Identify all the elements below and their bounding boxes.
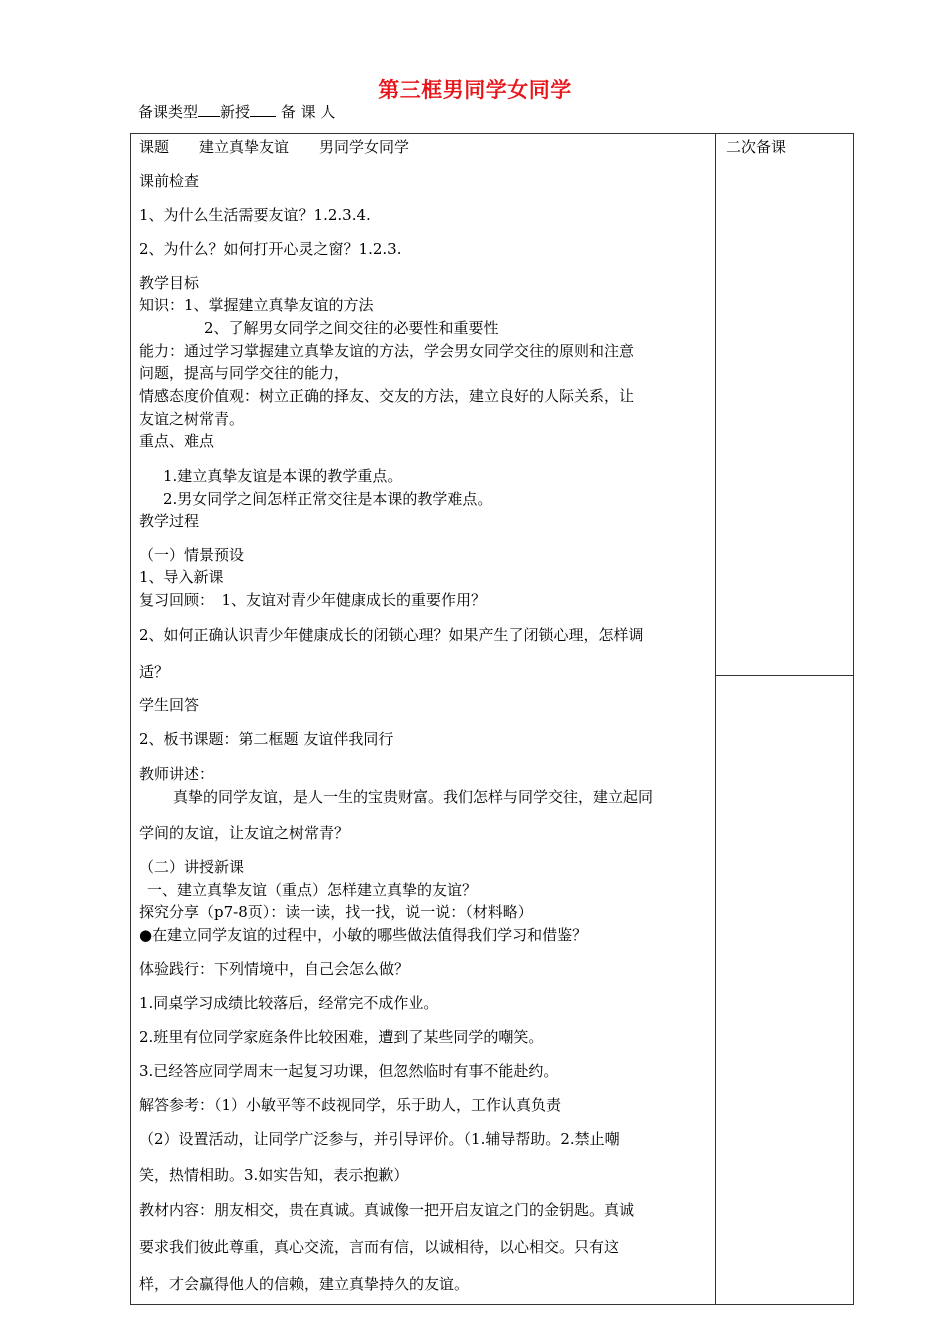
- blank-underline: [250, 102, 276, 117]
- second-prep-header: 二次备课: [726, 138, 787, 156]
- text-line: 1.同桌学习成绩比较落后，经常完不成作业。: [139, 994, 439, 1012]
- text-line: ●在建立同学友谊的过程中，小敏的哪些做法值得我们学习和借鉴？: [139, 926, 588, 944]
- text-line: 解答参考：（1）小敏平等不歧视同学，乐于助人，工作认真负责: [139, 1096, 562, 1114]
- text-line: 教材内容：朋友相交，贵在真诚。真诚像一把开启友谊之门的金钥匙。真诚: [139, 1201, 635, 1219]
- text-line: 笑，热情相助。3.如实告知，表示抱歉）: [139, 1166, 409, 1184]
- text-line: 2、如何正确认识青少年健康成长的闭锁心理？如果产生了闭锁心理，怎样调: [139, 626, 644, 644]
- text-line: 学间的友谊，让友谊之树常青？: [139, 824, 350, 842]
- text-line: 2、了解男女同学之间交往的必要性和重要性: [159, 319, 499, 337]
- lesson-meta: [138, 101, 335, 122]
- page-title: 第三框男同学女同学: [378, 78, 572, 102]
- lesson-type-label: 备课类型: [138, 103, 199, 121]
- text-line: 能力：通过学习掌握建立真挚友谊的方法，学会男女同学交往的原则和注意: [139, 342, 635, 360]
- text-line: 问题，提高与同学交往的能力，: [139, 364, 350, 382]
- text-line: 2.男女同学之间怎样正常交往是本课的教学难点。: [163, 490, 493, 508]
- lesson-type-value: 新授: [220, 103, 251, 121]
- side-row-divider: [715, 675, 854, 676]
- text-line: 探究分享（p7-8页）：读一读，找一找，说一说：（材料略）: [139, 903, 533, 921]
- text-line: （2）设置活动，让同学广泛参与，并引导评价。（1.辅导帮助。2.禁止嘲: [139, 1130, 620, 1148]
- blank-underline: [198, 102, 220, 117]
- text-line: 学生回答: [139, 696, 200, 714]
- text-line: 3.已经答应同学周末一起复习功课，但忽然临时有事不能赴约。: [139, 1062, 559, 1080]
- lesson-topic: 课题 建立真挚友谊 男同学女同学: [139, 138, 410, 156]
- text-line: 2、板书课题：第二框题 友谊伴我同行: [139, 730, 394, 748]
- column-divider: [715, 133, 716, 1305]
- text-line: 要求我们彼此尊重，真心交流，言而有信，以诚相待，以心相交。只有这: [139, 1238, 620, 1256]
- text-line: 1、为什么生活需要友谊？1.2.3.4.: [139, 206, 371, 224]
- text-line: 一、建立真挚友谊（重点）怎样建立真挚的友谊？: [147, 881, 478, 899]
- text-line: 体验践行：下列情境中，自己会怎么做？: [139, 960, 410, 978]
- section-heading: 教学目标: [139, 274, 200, 292]
- section-heading: （二）讲授新课: [139, 858, 245, 876]
- text-line: 适？: [139, 663, 170, 681]
- text-line: 1、导入新课: [139, 568, 224, 586]
- text-line: 2.班里有位同学家庭条件比较困难，遭到了某些同学的嘲笑。: [139, 1028, 544, 1046]
- text-line: 复习回顾： 1、友谊对青少年健康成长的重要作用？: [139, 591, 487, 609]
- section-heading: 重点、难点: [139, 432, 215, 450]
- text-line: （一）情景预设: [139, 546, 245, 564]
- text-line: 知识：1、掌握建立真挚友谊的方法: [139, 296, 374, 314]
- text-line: 情感态度价值观：树立正确的择友、交友的方法，建立良好的人际关系，让: [139, 387, 635, 405]
- section-heading: 教学过程: [139, 512, 200, 530]
- text-line: 样，才会赢得他人的信赖，建立真挚持久的友谊。: [139, 1275, 470, 1293]
- text-line: 真挚的同学友谊，是人一生的宝贵财富。我们怎样与同学交往，建立起同: [173, 788, 654, 806]
- text-line: 教师讲述：: [139, 765, 215, 783]
- preparer-label: 备 课 人: [280, 103, 336, 121]
- text-line: 2、为什么？如何打开心灵之窗？1.2.3.: [139, 240, 402, 258]
- text-line: 1.建立真挚友谊是本课的教学重点。: [163, 467, 403, 485]
- text-line: 友谊之树常青。: [139, 410, 245, 428]
- section-heading: 课前检查: [139, 172, 200, 190]
